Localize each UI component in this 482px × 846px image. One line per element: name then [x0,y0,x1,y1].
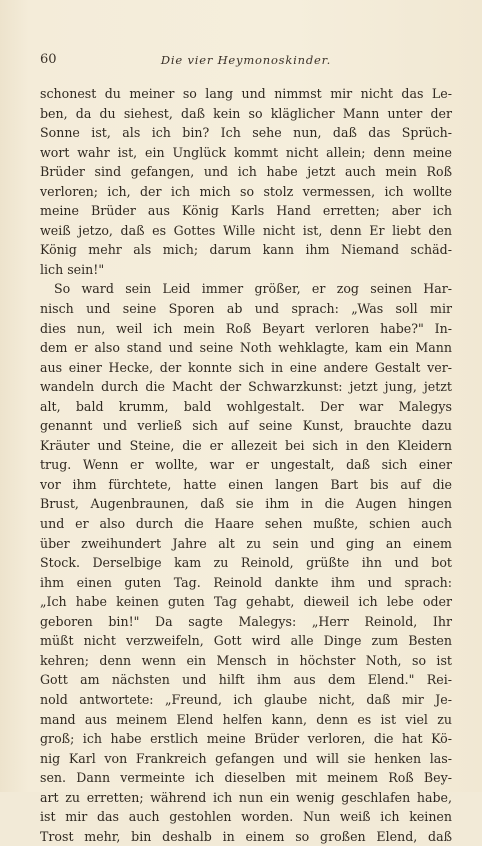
running-title: Die vier Heymonoskinder. [160,53,332,67]
text-line: groß; ich habe erstlich meine Brüder verloren, die hat Kö- [40,731,452,747]
text-line: ben, da du siehest, daß kein so kläglicher Mann unter der [40,105,452,121]
text-line: sen. Dann vermeinte ich dieselben mit meinem Roß Bey- [40,770,452,786]
text-line: So ward sein Leid immer größer, er zog seinen Har- [54,281,452,297]
text-line: Brüder sind gefangen, und ich habe jetzt auch mein Roß [40,164,452,180]
text-line: über zweihundert Jahre alt zu sein und ging an einem [40,535,452,551]
text-line: lich sein!" [40,261,105,277]
text-line: Sonne ist, als ich bin? Ich sehe nun, daß das Sprüch- [40,125,452,141]
text-line: ihm einen guten Tag. Reinold dankte ihm und sprach: [40,574,452,590]
text-line: Kräuter und Steine, die er allezeit bei sich in den Kleidern [40,437,452,453]
text-line: art zu erretten; während ich nun ein wenig geschlafen habe, [40,789,452,805]
text-line: dem er also stand und seine Noth wehklagte, kam ein Mann [40,340,452,356]
text-line: wort wahr ist, ein Unglück kommt nicht allein; denn meine [40,144,452,160]
text-line: geboren bin!" Da sagte Malegys: „Herr Reinold, Ihr [40,613,452,629]
text-line: „Ich habe keinen guten Tag gehabt, dieweil ich lebe oder [40,594,452,610]
text-line: vor ihm fürchtete, hatte einen langen Bart bis auf die [40,476,452,492]
text-line: nisch und seine Sporen ab und sprach: „Was soll mir [40,301,452,317]
text-line: trug. Wenn er wollte, war er ungestalt, daß sich einer [40,457,452,473]
text-line: Gott am nächsten und hilft ihm aus dem Elend." Rei- [40,672,452,688]
body-text [40,84,452,846]
text-line: aus einer Hecke, der konnte sich in eine andere Gestalt ver- [40,359,452,375]
text-line: meine Brüder aus König Karls Hand erretten; aber ich [40,203,452,219]
text-line: ist mir das auch gestohlen worden. Nun weiß ich keinen [40,809,452,825]
text-line: wandeln durch die Macht der Schwarzkunst: jetzt jung, jetzt [40,379,452,395]
text-line: dies nun, weil ich mein Roß Beyart verloren habe?" In- [40,320,452,336]
text-line: Trost mehr, bin deshalb in einem so großen Elend, daß [40,828,452,844]
text-line: müßt nicht verzweifeln, Gott wird alle Dinge zum Besten [40,633,452,649]
text-line: schonest du meiner so lang und nimmst mir nicht das Le- [40,86,452,101]
text-line: König mehr als mich; darum kann ihm Niemand schäd- [40,242,452,258]
text-line: nig Karl von Frankreich gefangen und will sie henken las- [40,750,452,766]
page-number: 60 [40,52,57,67]
text-line: weiß jetzo, daß es Gottes Wille nicht ist, denn Er liebt den [40,222,452,238]
text-line: Stock. Derselbige kam zu Reinold, grüßte ihn und bot [40,555,452,571]
page-header [40,52,452,72]
text-line: alt, bald krumm, bald wohlgestalt. Der war Malegys [40,398,452,414]
text-line: genannt und verließ sich auf seine Kunst, brauchte dazu [40,418,452,434]
text-line: und er also durch die Haare sehen mußte, schien auch [40,516,452,532]
text-line: mand aus meinem Elend helfen kann, denn es ist viel zu [40,711,452,727]
text-line: Brust, Augenbraunen, daß sie ihm in die Augen hingen [40,496,452,512]
text-line: kehren; denn wenn ein Mensch in höchster Noth, so ist [40,652,452,668]
text-line: nold antwortete: „Freund, ich glaube nicht, daß mir Je- [40,691,452,707]
text-line: verloren; ich, der ich mich so stolz vermessen, ich wollte [40,183,452,199]
